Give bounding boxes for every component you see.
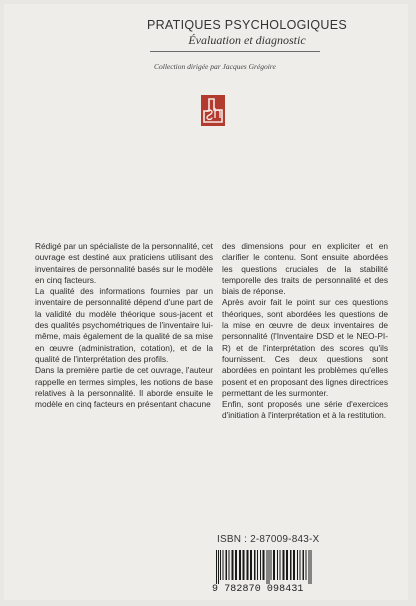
barcode-bar	[226, 550, 228, 580]
barcode-bar	[283, 550, 285, 580]
barcode-bar	[235, 550, 237, 580]
barcode-bar	[300, 550, 301, 580]
collection-direction: Collection dirigée par Jacques Grégoire	[154, 62, 276, 71]
summary-column-right	[222, 241, 388, 422]
barcode-bar	[229, 550, 230, 580]
barcode-bar	[216, 550, 217, 584]
barcode-bar	[293, 550, 295, 580]
barcode-bar	[243, 550, 245, 580]
barcode-bar	[273, 550, 275, 580]
series-title: PRATIQUES PSYCHOLOGIQUES	[146, 18, 348, 32]
barcode-bar	[286, 550, 288, 580]
barcode-bar	[263, 550, 265, 580]
barcode-bar	[220, 550, 221, 580]
barcode-bar	[247, 550, 249, 580]
summary-paragraph: Après avoir fait le point sur ces questions théoriques, sont abordées les questions de la mise en œuvre de deux inventaires de personnalité (l'Inventaire DSD et le NEO-PI-R) et de l'interprétation des scores qu'ils fournissent. Ces deux questions sont abordées en pointant les problèmes qu'elles posent et en proposant des lignes directrices permettant de les surmonter.	[222, 297, 388, 398]
barcode-bar	[290, 550, 292, 580]
series-header	[142, 18, 352, 48]
summary-paragraph: Rédigé par un spécialiste de la personnalité, cet ouvrage est destiné aux praticiens utilisant des inventaires de personnalité basés sur le modèle en cinq facteurs.	[35, 241, 213, 285]
barcode-bar	[267, 550, 268, 584]
barcode-bar	[269, 550, 270, 584]
series-subtitle: Évaluation et diagnostic	[188, 33, 306, 47]
barcode-bar	[260, 550, 261, 580]
barcode-bar	[223, 550, 224, 580]
publisher-logo-icon	[201, 95, 225, 126]
barcode-bar	[277, 550, 278, 580]
barcode-bar	[232, 550, 234, 580]
barcode-bar	[280, 550, 281, 580]
barcode-bar	[239, 550, 241, 580]
barcode-bar	[303, 550, 305, 580]
summary-paragraph: Dans la première partie de cet ouvrage, l'auteur rappelle en termes simples, les notions de base relatives à la personnalité. Il aborde ensuite le modèle en cinq facteurs en présentant chacune	[35, 365, 213, 410]
barcode-digits: 9 782870 098431	[212, 584, 304, 595]
barcode-bar	[218, 550, 219, 584]
isbn-label: ISBN : 2-87009-843-X	[217, 534, 320, 545]
header-divider	[150, 51, 320, 52]
barcode-bar	[306, 550, 307, 580]
barcode-bar	[311, 550, 312, 584]
barcode-bar	[271, 550, 272, 580]
barcode-bar	[297, 550, 298, 580]
barcode-bar	[309, 550, 310, 584]
summary-column-left	[35, 241, 213, 410]
summary-paragraph: La qualité des informations fournies par un inventaire de personnalité dépend d'une part de la validité du modèle théorique sous-jacent et des qualités psychométriques de l'inventaire lui-même, mais également de la qualité de sa mise en œuvre (administration, cotation), et de la qualité de l'interprétation des profils.	[35, 286, 213, 364]
summary-paragraph: Enfin, sont proposés une série d'exercices d'initiation à l'interprétation et à la restitution.	[222, 399, 388, 421]
summary-paragraph: des dimensions pour en expliciter et en clarifier le contenu. Sont ensuite abordées les questions cruciales de la stabilité temporelle des traits de personnalité et des biais de réponse.	[222, 241, 388, 297]
barcode-bar	[254, 550, 256, 580]
barcode-bar	[250, 550, 252, 580]
back-cover	[4, 4, 408, 600]
barcode-bar	[257, 550, 258, 580]
